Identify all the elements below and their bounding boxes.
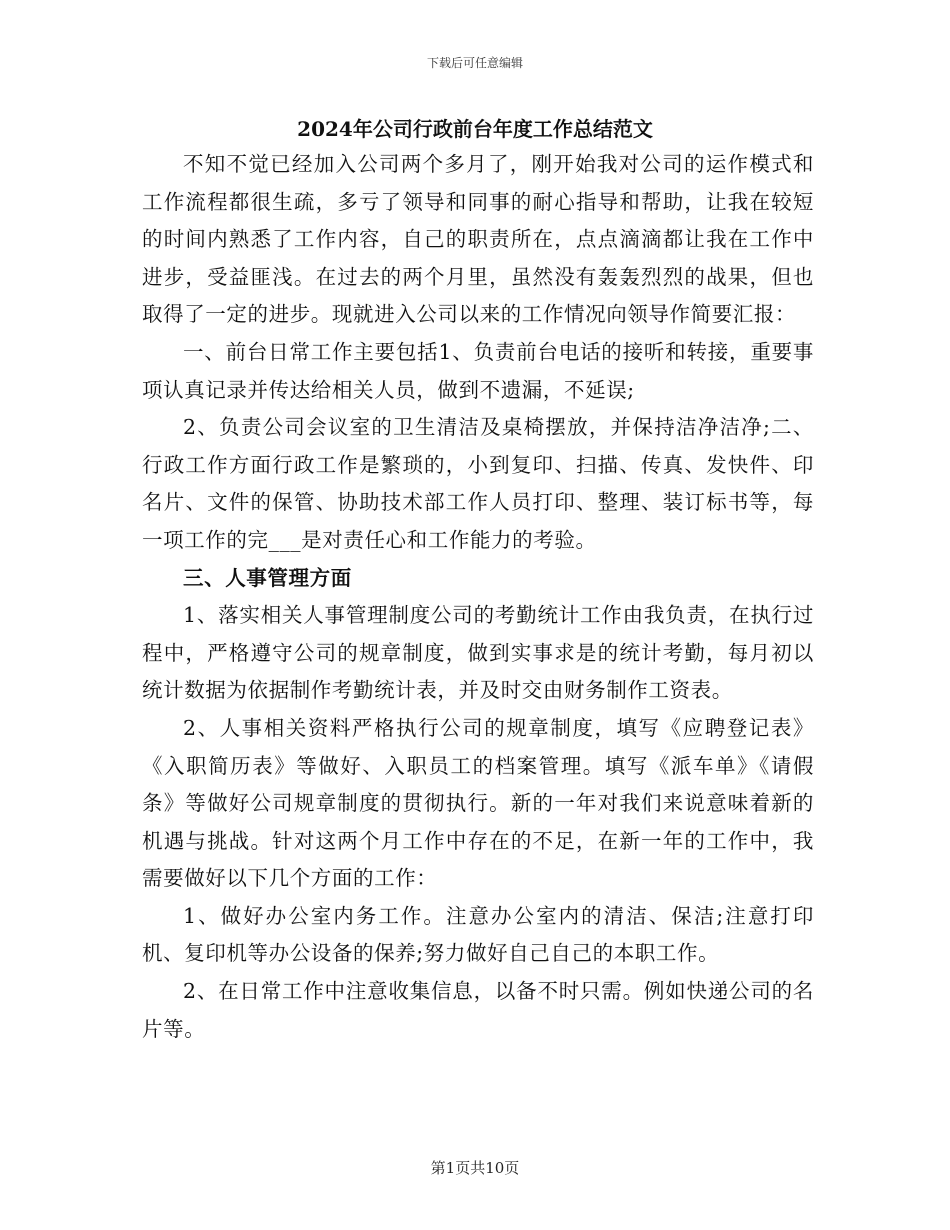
paragraph-front-desk-duties: 一、前台日常工作主要包括1、负责前台电话的接听和转接，重要事项认真记录并传达给相关人员，做到不遗漏，不延误; [142,339,814,402]
header-note: 下载后可任意编辑 [426,56,523,70]
paragraph-office-housekeeping: 1、做好办公室内务工作。注意办公室内的清洁、保洁;注意打印机、复印机等办公设备的保养;努力做好自己自己的本职工作。 [142,903,814,966]
document-title: 2024年公司行政前台年度工作总结范文 [297,117,653,141]
paragraph-intro: 不知不觉已经加入公司两个多月了，刚开始我对公司的运作模式和工作流程都很生疏，多亏了领导和同事的耐心指导和帮助，让我在较短的时间内熟悉了工作内容，自己的职责所在，点点滴滴都让我在工作中进步，受益匪浅。在过去的两个月里，虽然没有轰轰烈烈的战果，但也取得了一定的进步。现就进入公司以来的工作情况向领导作简要汇报： [142,152,814,327]
paragraph-admin-duties: 2、负责公司会议室的卫生清洁及桌椅摆放，并保持洁净洁净;二、行政工作方面行政工作是繁琐的，小到复印、扫描、传真、发快件、印名片、文件的保管、协助技术部工作人员打印、整理、装订标书等，每一项工作的完___是对责任心和工作能力的考验。 [142,415,814,552]
paragraph-attendance: 1、落实相关人事管理制度公司的考勤统计工作由我负责，在执行过程中，严格遵守公司的规章制度，做到实事求是的统计考勤，每月初以统计数据为依据制作考勤统计表，并及时交由财务制作工资表。 [142,603,814,703]
section-heading-hr: 三、人事管理方面 [183,565,352,590]
page-footer: 第1页共10页 [430,1159,520,1177]
paragraph-information-collection: 2、在日常工作中注意收集信息，以备不时只需。例如快递公司的名片等。 [142,979,814,1041]
document-body [142,146,814,1048]
paragraph-hr-records: 2、人事相关资料严格执行公司的规章制度，填写《应聘登记表》《入职简历表》等做好、入职员工的档案管理。填写《派车单》《请假条》等做好公司规章制度的贯彻执行。新的一年对我们来说意味着新的机遇与挑战。针对这两个月工作中存在的不足，在新一年的工作中，我需要做好以下几个方面的工作： [142,715,814,891]
